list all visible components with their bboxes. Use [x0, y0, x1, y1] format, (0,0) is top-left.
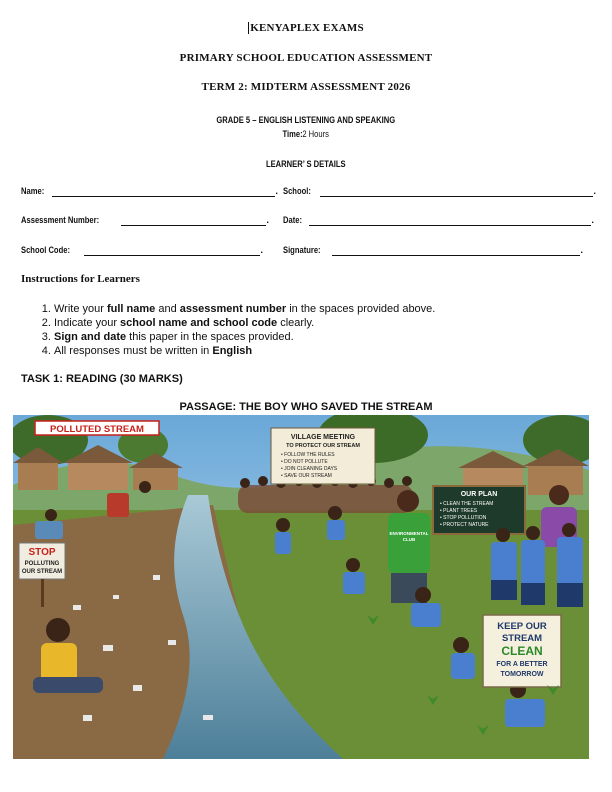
svg-text:• STOP POLLUTION: • STOP POLLUTION — [440, 515, 487, 521]
term-title: TERM 2: MIDTERM ASSESSMENT 2026 — [201, 81, 411, 93]
instructions-list — [38, 302, 435, 358]
svg-text:• SAVE OUR STREAM: • SAVE OUR STREAM — [281, 473, 332, 479]
svg-text:TO PROTECT OUR STREAM: TO PROTECT OUR STREAM — [286, 443, 360, 449]
svg-text:ENVIRONMENTAL: ENVIRONMENTAL — [389, 531, 429, 536]
learner-details-heading — [0, 154, 612, 172]
our-plan-board — [433, 486, 525, 534]
name-label: Name: — [21, 186, 45, 197]
school-code-label: School Code: — [21, 245, 70, 256]
date-field[interactable]: Date: . — [283, 215, 594, 226]
field-row-2 — [21, 215, 596, 229]
org-title — [0, 22, 612, 34]
learner-details-text: LEARNER’ S DETAILS — [266, 159, 346, 170]
instruction-item: 3. Sign and date this paper in the spaces provided. — [54, 330, 435, 344]
svg-text:OUR PLAN: OUR PLAN — [460, 491, 498, 498]
svg-text:CLEAN: CLEAN — [501, 644, 543, 658]
svg-text:• JOIN CLEANING DAYS: • JOIN CLEANING DAYS — [281, 466, 338, 472]
school-field[interactable]: School: . — [283, 186, 596, 197]
passage-title: PASSAGE: THE BOY WHO SAVED THE STREAM — [179, 401, 433, 413]
time-label: Time: — [282, 129, 303, 140]
svg-text:• CLEAN THE STREAM: • CLEAN THE STREAM — [440, 501, 494, 507]
date-label: Date: — [283, 215, 303, 226]
instruction-item: 1. Write your full name and assessment number in the spaces provided above. — [54, 302, 435, 316]
field-row-1 — [21, 186, 596, 200]
svg-text:KEEP OUR: KEEP OUR — [497, 621, 547, 632]
passage-illustration — [13, 415, 589, 759]
svg-text:VILLAGE MEETING: VILLAGE MEETING — [290, 434, 356, 441]
school-code-line[interactable] — [84, 246, 260, 256]
org-title-text: KENYAPLEX EXAMS — [250, 22, 364, 34]
date-line[interactable] — [309, 216, 592, 226]
svg-text:OUR STREAM: OUR STREAM — [21, 569, 63, 575]
school-label: School: — [283, 186, 311, 197]
name-line[interactable] — [52, 187, 275, 197]
task-title: TASK 1: READING (30 MARKS) — [21, 373, 183, 385]
svg-text:POLLUTED STREAM: POLLUTED STREAM — [50, 424, 144, 435]
signature-label: Signature: — [283, 245, 321, 256]
svg-text:• PROTECT NATURE: • PROTECT NATURE — [440, 522, 489, 528]
school-code-field[interactable]: School Code: . — [21, 245, 263, 256]
name-field[interactable]: Name: . — [21, 186, 278, 197]
svg-text:CLUB: CLUB — [402, 537, 416, 542]
svg-text:POLLUTING: POLLUTING — [24, 561, 60, 567]
instructions-title: Instructions for Learners — [21, 273, 140, 285]
village-meeting-board — [271, 428, 375, 484]
keep-stream-clean-sign — [483, 615, 561, 687]
svg-text:STOP: STOP — [28, 547, 56, 558]
signature-field[interactable]: Signature: . — [283, 245, 583, 256]
school-line[interactable] — [320, 187, 594, 197]
assessment-number-label: Assessment Number: — [21, 215, 100, 226]
svg-text:STREAM: STREAM — [501, 633, 543, 644]
assessment-title: PRIMARY SCHOOL EDUCATION ASSESSMENT — [179, 52, 433, 64]
polluted-stream-label — [35, 421, 159, 435]
assessment-number-field[interactable]: Assessment Number: . — [21, 215, 269, 226]
svg-text:TOMORROW: TOMORROW — [500, 671, 544, 678]
signature-line[interactable] — [332, 246, 580, 256]
svg-text:• FOLLOW THE RULES: • FOLLOW THE RULES — [281, 452, 335, 458]
svg-text:FOR A BETTER: FOR A BETTER — [496, 661, 548, 668]
instruction-item: 4. All responses must be written in English — [54, 344, 435, 358]
svg-text:• DO NOT POLLUTE: • DO NOT POLLUTE — [281, 459, 328, 465]
assessment-number-line[interactable] — [121, 216, 267, 226]
grade-text: GRADE 5 – ENGLISH LISTENING AND SPEAKING — [216, 115, 396, 126]
field-row-3 — [21, 245, 596, 259]
time-value: 2 Hours — [302, 129, 329, 140]
time-line — [0, 124, 612, 142]
svg-text:• PLANT TREES: • PLANT TREES — [440, 508, 478, 514]
instruction-item: 2. Indicate your school name and school code clearly. — [54, 316, 435, 330]
